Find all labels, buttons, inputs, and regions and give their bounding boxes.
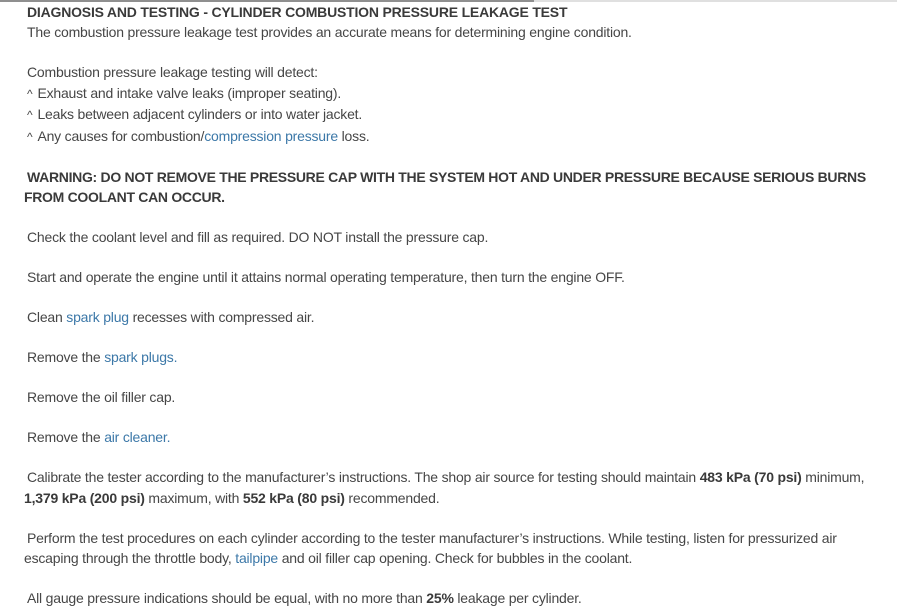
list-item [24,126,887,148]
paragraph [24,22,887,43]
paragraph [24,427,887,448]
list-item [24,104,887,126]
paragraph [24,588,887,609]
text-run: recesses with compressed air. [128,309,315,325]
text-run: Exhaust and intake valve leaks (improper seating). [37,84,342,101]
text-link[interactable]: tailpipe [235,550,279,566]
text-link[interactable]: air cleaner. [104,429,171,445]
paragraph [24,387,887,408]
list-item [24,83,887,105]
text-run: recommended. [344,489,440,506]
list-bullet: ^ [27,108,33,122]
paragraph [24,347,887,368]
text-run: and oil filler cap opening. Check for bubbles in the coolant. [278,550,633,566]
text-run: Leaks between adjacent cylinders or into water jacket. [37,106,363,122]
text-run: Remove the oil filler cap. [27,389,176,405]
text-run: Remove the [27,349,105,365]
list-intro [24,62,887,83]
bold-text: 1,379 kPa (200 psi) [24,489,145,506]
bold-text: 25% [426,590,454,606]
paragraph [24,467,887,508]
text-run: Perform the test procedures on each cylinder according to the tester manufacturer’s instructions. While testing, listen for pressurized air escaping through the throttle body, [24,529,837,566]
page-title: DIAGNOSIS AND TESTING - CYLINDER COMBUSTION PRESSURE LEAKAGE TEST [27,4,568,20]
top-divider [0,0,897,2]
text-run: Combustion pressure leakage testing will detect: [27,64,318,80]
text-run: leakage per cylinder. [453,590,582,606]
list-block [24,62,887,147]
paragraph [24,307,887,328]
list-bullet: ^ [27,86,33,101]
warning-paragraph [24,167,887,208]
text-run: Any causes for combustion/ [37,127,205,144]
text-link[interactable]: spark plug [66,309,129,325]
list-bullet: ^ [27,129,33,144]
paragraph [24,528,887,569]
text-run: Clean [27,309,67,325]
text-run: Calibrate the tester according to the manufacturer’s instructions. The shop air source for testing should maintain [27,469,700,485]
text-link[interactable]: spark plugs. [104,349,178,365]
text-run: loss. [337,127,370,144]
text-run: minimum, [801,469,865,485]
text-run: WARNING: DO NOT REMOVE THE PRESSURE CAP WITH THE SYSTEM HOT AND UNDER PRESSURE BECAUSE SERIOUS BURNS FROM COOLANT CAN OCCUR. [24,168,866,205]
paragraph [24,267,887,288]
text-run: Start and operate the engine until it attains normal operating temperature, then turn the engine OFF. [27,269,625,285]
bold-text: 483 kPa (70 psi) [699,469,802,485]
text-run: The combustion pressure leakage test provides an accurate means for determining engine condition. [27,24,632,40]
text-run: maximum, with [144,489,243,506]
text-run: All gauge pressure indications should be equal, with no more than [27,590,427,606]
bold-text: 552 kPa (80 psi) [242,489,345,506]
text-run: Remove the [27,429,105,445]
text-link[interactable]: compression pressure [204,127,338,144]
document-content [24,22,887,609]
text-run: Check the coolant level and fill as required. DO NOT install the pressure cap. [27,229,489,245]
paragraph [24,227,887,248]
